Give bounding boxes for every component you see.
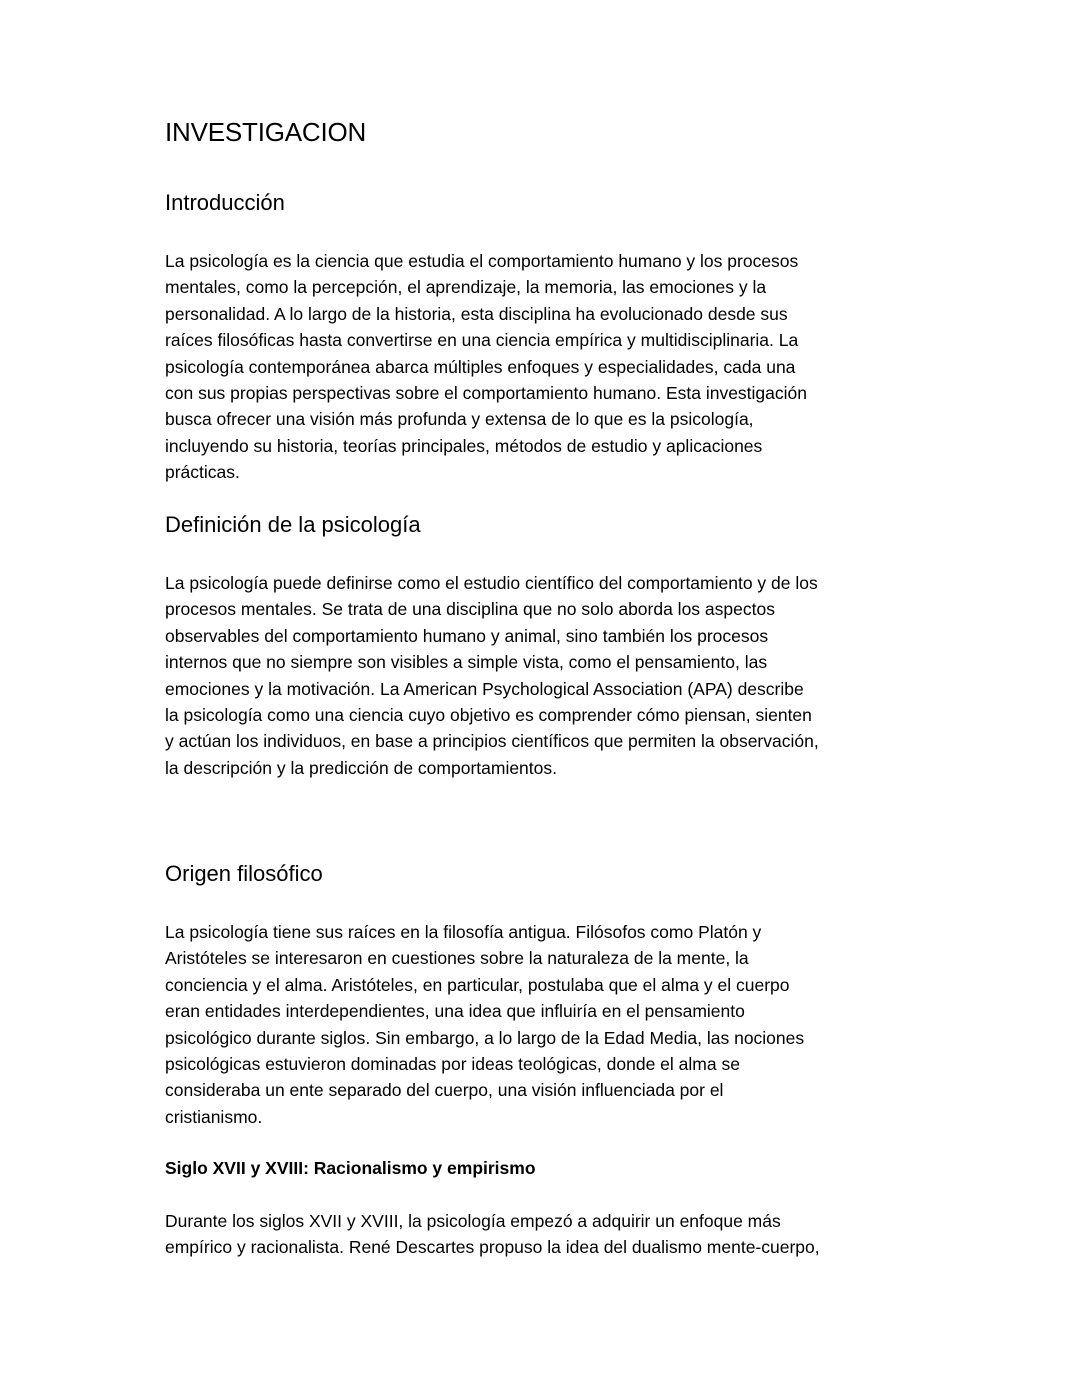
paragraph-line: procesos mentales. Se trata de una disciplina que no solo aborda los aspectos [165, 599, 775, 620]
paragraph-line: con sus propias perspectivas sobre el comportamiento humano. Esta investigación [165, 383, 808, 404]
section-heading-origen-filosofico: Origen filosófico [165, 861, 323, 886]
paragraph-line: busca ofrecer una visión más profunda y extensa de lo que es la psicología, [165, 409, 754, 430]
paragraph-line: raíces filosóficas hasta convertirse en una ciencia empírica y multidisciplinaria. La [165, 330, 799, 351]
section-paragraph-definicion [165, 570, 819, 781]
paragraph-line: eran entidades interdependientes, una idea que influiría en el pensamiento [165, 1001, 745, 1022]
paragraph-line: Aristóteles se interesaron en cuestiones sobre la naturaleza de la mente, la [165, 948, 749, 969]
section-heading-introduccion: Introducción [165, 190, 285, 215]
paragraph-line: prácticas. [165, 462, 240, 483]
paragraph-line: y actúan los individuos, en base a principios científicos que permiten la observación, [165, 731, 819, 752]
paragraph-line: conciencia y el alma. Aristóteles, en particular, postulaba que el alma y el cuerpo [165, 974, 790, 995]
paragraph-line: La psicología tiene sus raíces en la filosofía antigua. Filósofos como Platón y [165, 922, 762, 942]
paragraph-line: personalidad. A lo largo de la historia, esta disciplina ha evolucionado desde sus [165, 303, 788, 324]
document-title: INVESTIGACION [165, 117, 367, 147]
paragraph-line: cristianismo. [165, 1106, 263, 1127]
paragraph-line: observables del comportamiento humano y animal, sino también los procesos [165, 625, 769, 646]
section-heading-definicion: Definición de la psicología [165, 512, 421, 537]
paragraph-line: psicológico durante siglos. Sin embargo, a lo largo de la Edad Media, las nociones [165, 1027, 805, 1048]
paragraph-line: psicológicas estuvieron dominadas por ideas teológicas, donde el alma se [165, 1054, 740, 1075]
paragraph-line: consideraba un ente separado del cuerpo, una visión influenciada por el [165, 1080, 724, 1101]
paragraph-line: empírico y racionalista. René Descartes propuso la idea del dualismo mente-cuerpo, [165, 1237, 820, 1258]
paragraph-line: La psicología es la ciencia que estudia el comportamiento humano y los procesos [165, 251, 799, 271]
section-paragraph-introduccion [165, 248, 807, 486]
paragraph-line: la descripción y la predicción de comportamientos. [165, 757, 557, 778]
paragraph-line: la psicología como una ciencia cuyo objetivo es comprender cómo piensan, sienten [165, 705, 812, 726]
paragraph-line: psicología contemporánea abarca múltiples enfoques y especialidades, cada una [165, 356, 796, 377]
paragraph-line: Durante los siglos XVII y XVIII, la psicología empezó a adquirir un enfoque más [165, 1211, 781, 1231]
subsection-paragraph-racionalismo-empirismo [165, 1208, 820, 1261]
section-paragraph-origen-filosofico [165, 919, 804, 1130]
subsection-heading-racionalismo-empirismo: Siglo XVII y XVIII: Racionalismo y empirismo [165, 1158, 536, 1178]
paragraph-line: mentales, como la percepción, el aprendizaje, la memoria, las emociones y la [165, 277, 767, 298]
paragraph-line: La psicología puede definirse como el estudio científico del comportamiento y de los [165, 573, 818, 593]
paragraph-line: incluyendo su historia, teorías principales, métodos de estudio y aplicaciones [165, 435, 763, 456]
paragraph-line: internos que no siempre son visibles a simple vista, como el pensamiento, las [165, 652, 768, 673]
paragraph-line: emociones y la motivación. La American Psychological Association (APA) describe [165, 678, 804, 699]
